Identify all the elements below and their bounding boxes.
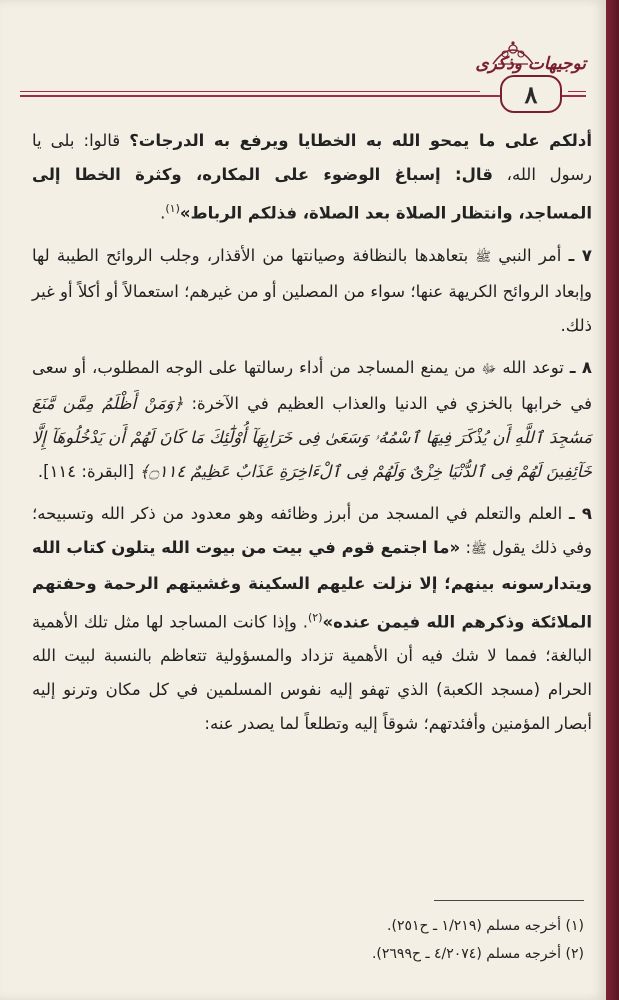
item-number-8: ٨ ـ	[569, 357, 592, 377]
footnote-1: (١) أخرجه مسلم (١/٢١٩ ـ ح٢٥١).	[387, 918, 584, 934]
verse-reference: [البقرة: ١١٤].	[37, 461, 140, 481]
companions-reply: قالوا: بلى يا رسول الله،	[32, 131, 592, 184]
item-8-text-a: توعد الله	[496, 357, 570, 377]
colon: :	[460, 537, 472, 557]
quran-verse: ﴿وَمَنْ أَظْلَمُ مِمَّن مَّنَعَ مَسَٰجِدَ ٱللَّهِ أَن يُذْكَرَ فِيهَا ٱسْمُهُۥ وَسَعَىٰ فِى خَرَابِهَآ أُوْلَٰٓئِكَ مَا كَانَ لَهُمْ أَن يَدْخُلُوهَآ إِلَّا خَآئِفِينَ لَهُمْ فِى ٱلدُّنْيَا خِزْىٌ وَلَهُمْ فِى ٱلْءَاخِرَةِ عَذَابٌ عَظِيمٌ ۝١١٤﴾	[32, 393, 592, 481]
header-rule-left	[20, 91, 480, 92]
page-number-box	[500, 75, 562, 113]
jalla-glyph: ﷻ	[481, 361, 497, 377]
ornament-icon	[488, 40, 538, 66]
hadith-text: أدلكم على ما يمحو الله به الخطايا ويرفع به الدرجات؟	[129, 131, 592, 150]
page-body	[32, 124, 592, 749]
paragraph-item-8	[32, 351, 592, 489]
item-7-text-b: بتعاهدها بالنظافة وصيانتها من الأقذار، وجلب الروائح الطيبة لها وإبعاد الروائح الكريهة عنها؛ سواء من المصلين أو من غيرهم؛ استعمالاً أو أكلاً أو غير ذلك.	[32, 245, 592, 335]
book-binding-edge	[606, 0, 619, 1000]
paragraph-item-9	[32, 497, 592, 742]
footnote-ref-2[interactable]: (٢)	[307, 610, 323, 624]
item-9-text-a: العلم والتعلم في المسجد من أبرز وظائفه وهو معدود من ذكر الله وتسبيحه؛ وفي ذلك يقول	[32, 503, 592, 557]
footnote-ref-1[interactable]: (١)	[165, 202, 180, 215]
salawat-glyph: ﷺ	[475, 249, 492, 265]
period: .	[160, 203, 166, 223]
page-number: ٨	[524, 79, 538, 109]
item-8-text-b: من يمنع المساجد من أداء رسالتها على الوجه المطلوب، أو سعى في خرابها بالخزي في الدنيا والعذاب العظيم في الآخرة:	[32, 357, 593, 413]
footnote-divider	[434, 900, 584, 901]
paragraph-item-7	[32, 239, 592, 343]
hadith-sakina: «ما اجتمع قوم في بيت من بيوت الله يتلون كتاب الله ويتدارسونه بينهم؛ إلا نزلت عليهم السكينة وغشيتهم الرحمة وحفتهم الملائكة وذكرهم الله فيمن عنده»	[32, 537, 592, 631]
hadith-answer: قال: إسباغ الوضوء على المكاره، وكثرة الخطا إلى المساجد، وانتظار الصلاة بعد الصلاة، فذلكم الرباط»	[32, 165, 592, 223]
book-title: توجيهات وذكرى	[475, 54, 586, 74]
salawat-glyph-2: ﷺ	[471, 541, 487, 557]
footnotes	[24, 912, 584, 968]
footnote-2: (٢) أخرجه مسلم (٤/٢٠٧٤ ـ ح٢٦٩٩).	[371, 946, 584, 962]
page-header	[20, 40, 586, 112]
item-7-text-a: أمر النبي	[491, 245, 569, 265]
item-number-7: ٧ ـ	[568, 245, 592, 265]
item-9-text-b: . وإذا كانت المساجد لها مثل تلك الأهمية البالغة؛ فمما لا شك فيه أن الأهمية تزداد والمسؤولية تتعاظم بالنسبة لبيت الله الحرام (مسجد الكعبة) الذي تهفو إليه نفوس المسلمين في كل مكان وترنو إليه أبصار المؤمنين وأفئدتهم؛ شوقاً إليه وتطلعاً لما يصدر عنه:	[32, 612, 592, 733]
item-number-9: ٩ ـ	[569, 503, 592, 523]
header-rule-right	[568, 91, 586, 92]
paragraph-hadith-ribat	[32, 124, 592, 231]
